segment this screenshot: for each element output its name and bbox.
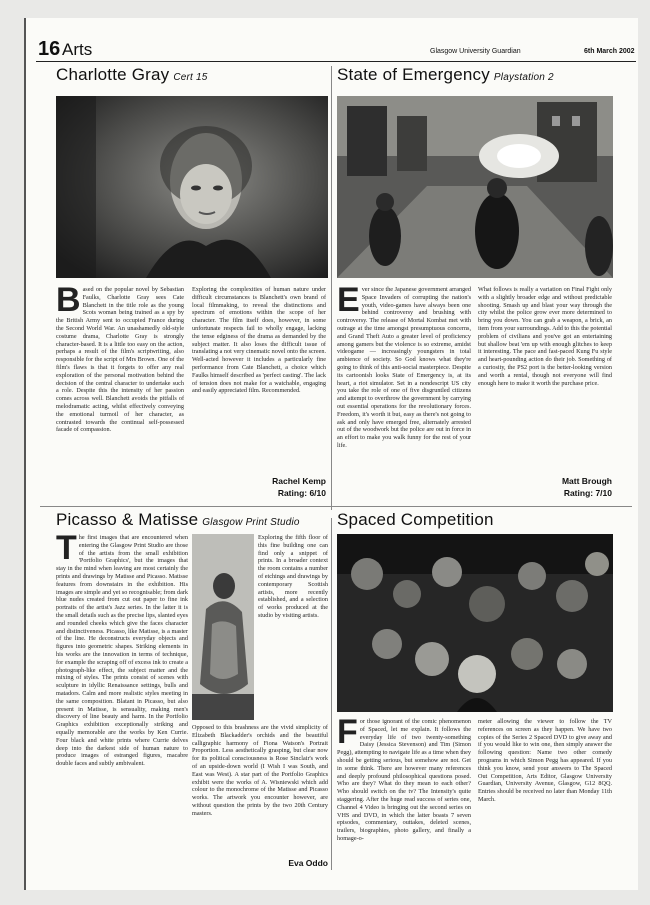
picasso-matisse-text-3: Opposed to this brashness are the vivid simplicity of Elizabeth Blackadder's orchids and the beautiful calligraphic harmony of Fiona Watson's Portrait Proportion. Less aesthetically grasping, but clear now for its political consciousness is Rose Sinclair's work of an upside-down world (I Wish I was South, and East was West). A star part of the Portfolio Graphics exhibit were the works of A. Wisniewski which add colour to the monochrome of the Matisse and Picasso works. The artwork you encounter however, are without question the prints by the two 20th Century masters. <box>192 724 328 817</box>
header-rule <box>36 61 636 62</box>
spaced-competition-text-2: meter allowing the viewer to follow the TV references on screen as they happen. We have two copies of the Series 2 Spaced DVD to give away and if you would like to win one, then simply answer the following question: Name two other comedy programs in which Simon Pegg has appeared. If you think you know, send your answers to The Spaced Out Competition, Arts Editor, Glasgow University Guardian, University Avenue, Glasgow, G12 8QQ. Entries should be received no later than Monday 11th March. <box>478 718 612 803</box>
state-of-emergency-column-2 <box>478 286 612 464</box>
state-of-emergency-photo-image <box>337 96 613 278</box>
column-divider-bottom <box>331 518 332 870</box>
charlotte-gray-cert: Cert 15 <box>173 72 208 83</box>
picasso-matisse-byline: Eva Oddo <box>288 858 328 868</box>
spaced-competition-photo-image <box>337 534 613 712</box>
picasso-matisse-text-1: he first images that are encountered when entering the Glasgow Print Studio are those of the artists from the small exhibition 'Portfolio Graphics', but the images that stay in the mind when leaving are most certainly the prints and drawings by Matisse and Picasso. Matisse features from downstairs in the exhibition. His images are simple and yet so recognisable; from dark blue nudes created from cut out paper to fine ink portraits of the artist's Jazz series. In the latter it is the small details such as the precise lips, slanted eyes and rounded cheeks which give the faces character and distinctiveness. Picasso, like Matisse, is a master of the line. He deconstructs everyday objects and figures into geometric shapes. Striking elements in his works are the innovation in terms of technique, for example the scraping off of excess ink to create a photograph-like effect, the subject matter and the mixing of styles. The prints consist of scenes with sculpture in idyllic Renaissance settings, bulls and matadors. Calm and more realistic styles meeting in the same composition. Blatant in Picasso, but also present in Matisse, is sensuality, making men's discovery of line beauty and harm. In the Portfolio Graphics exhibition exceptionally striking and equally memorable are the works by Ken Currie. Four black and white prints where Currie delves deep into the darkest side of human nature to produce images of estranged figures, macabre double faces and subtly ambivalent. <box>56 534 188 768</box>
picasso-matisse-dropcap: T <box>56 534 77 567</box>
page-number: 16 <box>38 38 61 60</box>
charlotte-gray-photo <box>56 96 328 278</box>
state-of-emergency-text-2: What follows is really a variation on Final Fight only with a slightly broader edge and without predictable shooting. Smash up and blast your way through the city whilst the police grow ever more determined to bring you down. You can grab a weapon, a brick, an item from your surroundings. Add to this the potential problem of civilians and you've got an entertaining but shallow beat 'em up with enough glitches to keep it interesting. The pace and fast-paced Kung Fu style and heart-pounding action do their job. Something of a curiosity, the PS2 port is the better-looking version and worth a rental, though not everyone will find enough here to make it worth the purchase price. <box>478 286 612 387</box>
section-name: Arts <box>62 40 93 59</box>
state-of-emergency-rating: Rating: 7/10 <box>563 488 612 498</box>
picasso-matisse-column-3 <box>192 724 328 856</box>
state-of-emergency-platform: Playstation 2 <box>493 72 554 83</box>
state-of-emergency-title-text: State of Emergency <box>337 65 490 84</box>
charlotte-gray-dropcap: B <box>56 286 81 319</box>
charlotte-gray-photo-image <box>56 96 328 278</box>
picasso-matisse-title <box>56 510 300 530</box>
charlotte-gray-title-text: Charlotte Gray <box>56 65 170 84</box>
charlotte-gray-column-1 <box>56 286 184 504</box>
charlotte-gray-title <box>56 65 208 85</box>
picasso-matisse-venue: Glasgow Print Studio <box>202 517 300 528</box>
charlotte-gray-text-1: ased on the popular novel by Sebastian Faulks, Charlotte Gray sees Cate Blanchett in the title role as the young Scots woman being trained as a spy by the British Army sent to occupied France during the Second World War. An unashamedly old-style costume drama, Charlotte Gray is strongly character-based. It is a little too easy on the action, perhaps a result of the film's scriptwriting, also responsible for the script of Mrs Brown. One of the film's flaws is that it forgets to offer any real exploration of the personal motivation behind the decision of the central character to undertake such a role. Despite this the intensity of her passion comes across well. Blanchett avoids the pitfalls of melodramatic acting, whilst effectively conveying the emotional turmoil of her character, as contrasted towards the continual self-possessed facade of compassion. <box>56 286 184 434</box>
spaced-competition-text-1: or those ignorant of the comic phenomenon of Spaced, let me explain. It follows the everyday life of two twenty-something Daisy (Jessica Stevenson) and Tim (Simon Pegg), attempting to navigate life as a time when they should be getting serious, but somehow are not. Get in some think. There are however many references and deeply profound philosophical questions posed. Who are they? What do they mean to each other? Who should switch on the tv? The Intensity's quite staggering. After the huge read success of series one, Channel 4 Video is bringing out the second series on VHS and DVD, in which the latter boasts 7 seven episodes, commentary, outtakes, deleted scenes, trailers, biographies, photo gallery, and finally a homage-o- <box>337 718 471 842</box>
charlotte-gray-byline: Rachel Kemp <box>272 476 326 486</box>
charlotte-gray-column-2 <box>192 286 326 464</box>
state-of-emergency-dropcap: E <box>337 286 360 319</box>
state-of-emergency-photo <box>337 96 613 278</box>
spaced-competition-photo <box>337 534 613 712</box>
picasso-matisse-column-2 <box>258 534 328 720</box>
picasso-matisse-text-2: Exploring the fifth floor of this fine building one can find only a snippet of prints. In a broader context the room contains a number of etchings and drawings by contemporary Scottish artists, more recently established, and a selection of works produced at the studio by visiting artists. <box>258 534 328 619</box>
spaced-competition-column-1 <box>337 718 471 868</box>
publication-name: Glasgow University Guardian <box>430 48 521 55</box>
state-of-emergency-title <box>337 65 554 85</box>
charlotte-gray-rating: Rating: 6/10 <box>277 488 326 498</box>
picasso-matisse-photo <box>192 534 254 720</box>
picasso-matisse-title-text: Picasso & Matisse <box>56 510 199 529</box>
publication-date: 6th March 2002 <box>584 48 635 55</box>
state-of-emergency-column-1 <box>337 286 471 504</box>
charlotte-gray-text-2: Exploring the complexities of human nature under difficult circumstances is Blanchett's own brand of local filmmaking, to reveal the distinctions and spectrum of emotions within the scope of her character. The film itself does, however, in some unfortunate respects fail to wholly engage, lacking the tense edginess of the drama as demanded by the subject matter. It also loses the difficult issue of translating a not very cinematic novel onto the screen. Well-acted however it includes a particularly fine performance from Cate Blanchett, a choice which Faulks himself described as 'perfect casting'. The lack of tension does not make for a watchable, engaging and easily appreciated film. Recommended. <box>192 286 326 395</box>
spaced-competition-dropcap: F <box>337 718 358 751</box>
spaced-competition-column-2 <box>478 718 612 868</box>
spaced-competition-title: Spaced Competition <box>337 510 494 529</box>
picasso-matisse-column-1 <box>56 534 188 870</box>
state-of-emergency-text-1: ver since the Japanese government arranged Space Invaders of corrupting the nation's youth, video-games have always been one behind controversy and brushing with controversy. The release of Mortal Kombat met with outrage at the time amongst presumptuous concerns, and Grand Theft Auto a greater level of proficiency among gamers but the violence is so extreme, amidst videogame — increasingly youngsters in total ambience of society. So God knows what they're going to think of this anti-social masterpiece. Despite its cartoonish looks State of Emergency is, at its heart, a riot simulator. Set in a nondescript US city you take the role of one of five disgruntled citizens and attempt to overthrow the government by carrying out essential operations for the revolutionary forces. Freedom, it's worth it but, easy as there's not going to ask and only have emerged free, alternately arrested out of the woodwork but the police are out in force in an effort to make you walk funny for the rest of your life. <box>337 286 471 449</box>
row-divider <box>40 506 632 507</box>
picasso-matisse-photo-image <box>192 534 254 720</box>
column-divider-top <box>331 66 332 510</box>
state-of-emergency-byline: Matt Brough <box>561 476 612 486</box>
